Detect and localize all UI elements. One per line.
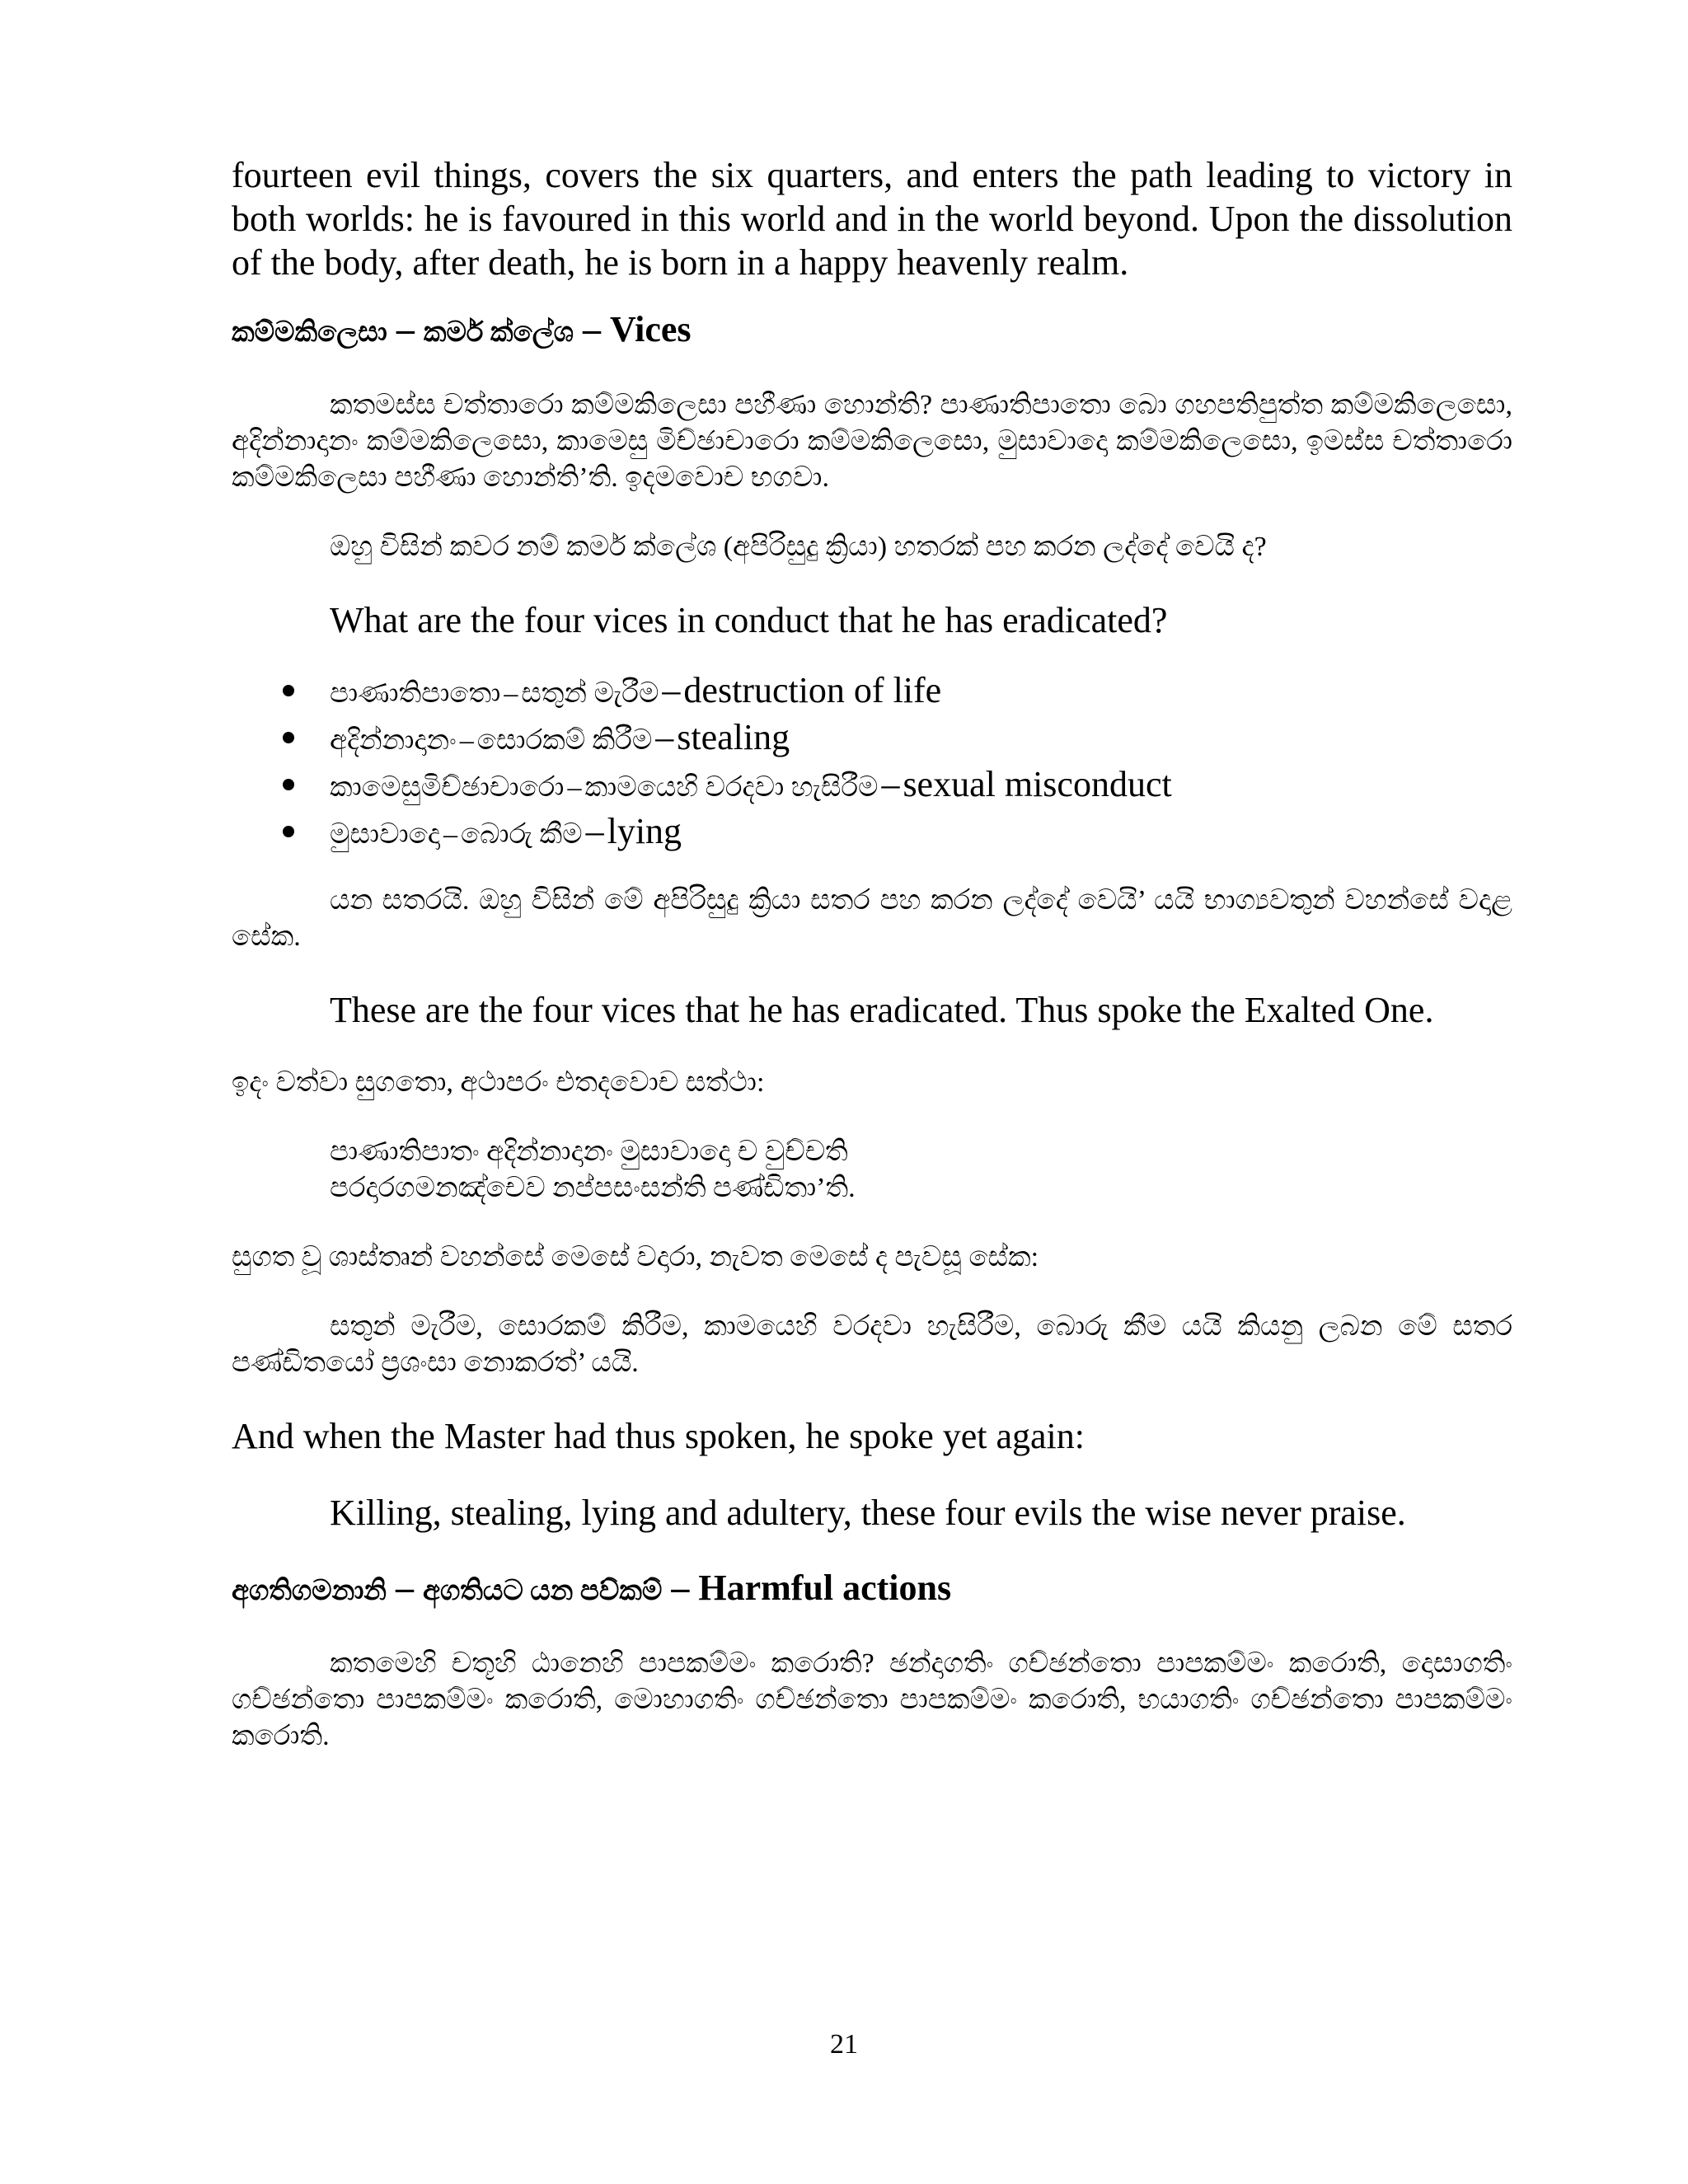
english-question: What are the four vices in conduct that he has eradicated?	[330, 600, 1168, 640]
harmful-heading	[232, 1566, 1512, 1613]
item-pali: කාමෙසුමිච්ඡාචාරො	[330, 772, 565, 803]
sinhala-question: ඔහු විසින් කවර නම් කර්ම ක්ලේශ (අපිරිසුදු ක්‍රියා) හතරක් පහ කරන ලද්දේ වෙයි ද?	[330, 532, 1267, 562]
english-verse: Killing, stealing, lying and adultery, these four evils the wise never praise.	[330, 1493, 1406, 1533]
bullet-icon	[283, 685, 294, 696]
item-pali: පාණාතිපාතො	[330, 678, 501, 709]
heading-sinhala: කර්ම ක්ලේශ	[423, 317, 574, 348]
heading-dash: –	[582, 309, 601, 349]
heading-english: Vices	[609, 309, 692, 349]
list-item	[283, 667, 1512, 714]
item-dash: –	[662, 670, 681, 710]
item-dash: –	[504, 678, 518, 709]
bullet-icon	[283, 826, 294, 837]
heading-sinhala: අගතියට යන පව්කම්	[423, 1576, 663, 1606]
list-item	[283, 714, 1512, 761]
pali-verse-intro: ඉදං වත්වා සුගතො, අථාපරං එතදවොච සත්ථා:	[232, 1067, 765, 1098]
heading-pali: කම්මකිලෙසා	[232, 317, 387, 348]
page-number: 21	[830, 2029, 858, 2060]
item-dash: –	[443, 819, 457, 850]
intro-paragraph: fourteen evil things, covers the six quarters, and enters the path leading to victory in both worlds: he is favoured in this world and in the world beyond. Upon the dissolution of the body, after death, he is born in a happy heavenly realm.	[232, 155, 1512, 283]
heading-dash: –	[396, 1568, 415, 1608]
verse-line: පරදාරගමනඤ්චෙව නප්පසංසන්ති පණ්ඩිතා’ති.	[330, 1173, 856, 1203]
item-english: destruction of life	[683, 670, 942, 710]
vices-heading	[232, 307, 1512, 354]
bullet-icon	[283, 732, 294, 743]
item-dash: –	[567, 772, 582, 803]
heading-dash: –	[671, 1568, 690, 1608]
pali-paragraph: කතමස්ස චත්තාරො කම්මකිලෙසා පහීණා හොන්ති? පාණාතිපාතො බො ගහපතිපුත්ත කම්මකිලෙසො, අදින්නාදානං කම්මකිලෙසො, කාමෙසු මිච්ඡාචාරො කම්මකිලෙසො, මුසාවාදො කම්මකිලෙසො, ඉමස්ස චත්තාරො කම්මකිලෙසා පහීණා හොන්ති’ති. ඉදමවොච භගවා.	[232, 390, 1512, 493]
item-dash: –	[459, 725, 474, 756]
list-item	[283, 808, 1512, 855]
heading-pali: අගතිගමනානි	[232, 1576, 387, 1606]
item-sinhala: බොරු කීම	[460, 819, 583, 850]
sinhala-verse-intro: සුගත වූ ශාස්තෘන් වහන්සේ මෙසේ වදාරා, නැවත මෙසේ ද පැවසූ සේක:	[232, 1242, 1039, 1272]
vices-list	[232, 667, 1512, 855]
item-pali: අදින්නාදානං	[330, 725, 457, 756]
sinhala-conclusion: යන සතරයි. ඔහු විසින් මේ අපිරිසුදු ක්‍රියා සතර පහ කරන ලද්දේ වෙයි’ යයි භාග්‍යවතුන් වහන්සේ වදාළ සේක.	[232, 885, 1512, 952]
item-sinhala: කාමයෙහි වරදවා හැසිරීම	[584, 772, 879, 803]
item-pali: මුසාවාදො	[330, 819, 440, 850]
list-item	[283, 761, 1512, 808]
english-conclusion: These are the four vices that he has eradicated. Thus spoke the Exalted One.	[330, 990, 1434, 1030]
item-english: lying	[607, 811, 682, 851]
item-dash: –	[881, 764, 900, 804]
item-dash: –	[655, 717, 674, 757]
english-verse-intro: And when the Master had thus spoken, he spoke yet again:	[232, 1416, 1085, 1456]
page-content	[232, 153, 1512, 1755]
item-english: sexual misconduct	[903, 764, 1172, 804]
verse-line: පාණාතිපාතං අදින්නාදානං මුසාවාදො ච වුච්චති	[330, 1137, 848, 1167]
item-sinhala: සොරකම් කිරීම	[476, 725, 653, 756]
item-dash: –	[585, 811, 604, 851]
harmful-pali-paragraph: කතමෙහි චතූහි ඨානෙහි පාපකම්මං කරොති? ඡන්දාගතිං ගච්ඡන්තො පාපකම්මං කරොති, දොසාගතිං ගච්ඡන්තො පාපකම්මං කරොති, මොහාගතිං ගච්ඡන්තො පාපකම්මං කරොති, භයාගතිං ගච්ඡන්තො පාපකම්මං කරොති.	[232, 1648, 1512, 1751]
heading-dash: –	[396, 309, 415, 349]
pali-verse	[232, 1134, 1512, 1207]
heading-english: Harmful actions	[698, 1568, 952, 1608]
sinhala-verse: සතුන් මැරීම, සොරකම් කිරීම, කාමයෙහි වරදවා හැසිරීම, බොරු කීම යයි කියනු ලබන මේ සතර පණ්ඩිතයෝ ප්‍රශංසා නොකරත්’ යයි.	[232, 1311, 1512, 1378]
item-english: stealing	[677, 717, 790, 757]
item-sinhala: සතුන් මැරීම	[521, 678, 659, 709]
bullet-icon	[283, 779, 294, 790]
